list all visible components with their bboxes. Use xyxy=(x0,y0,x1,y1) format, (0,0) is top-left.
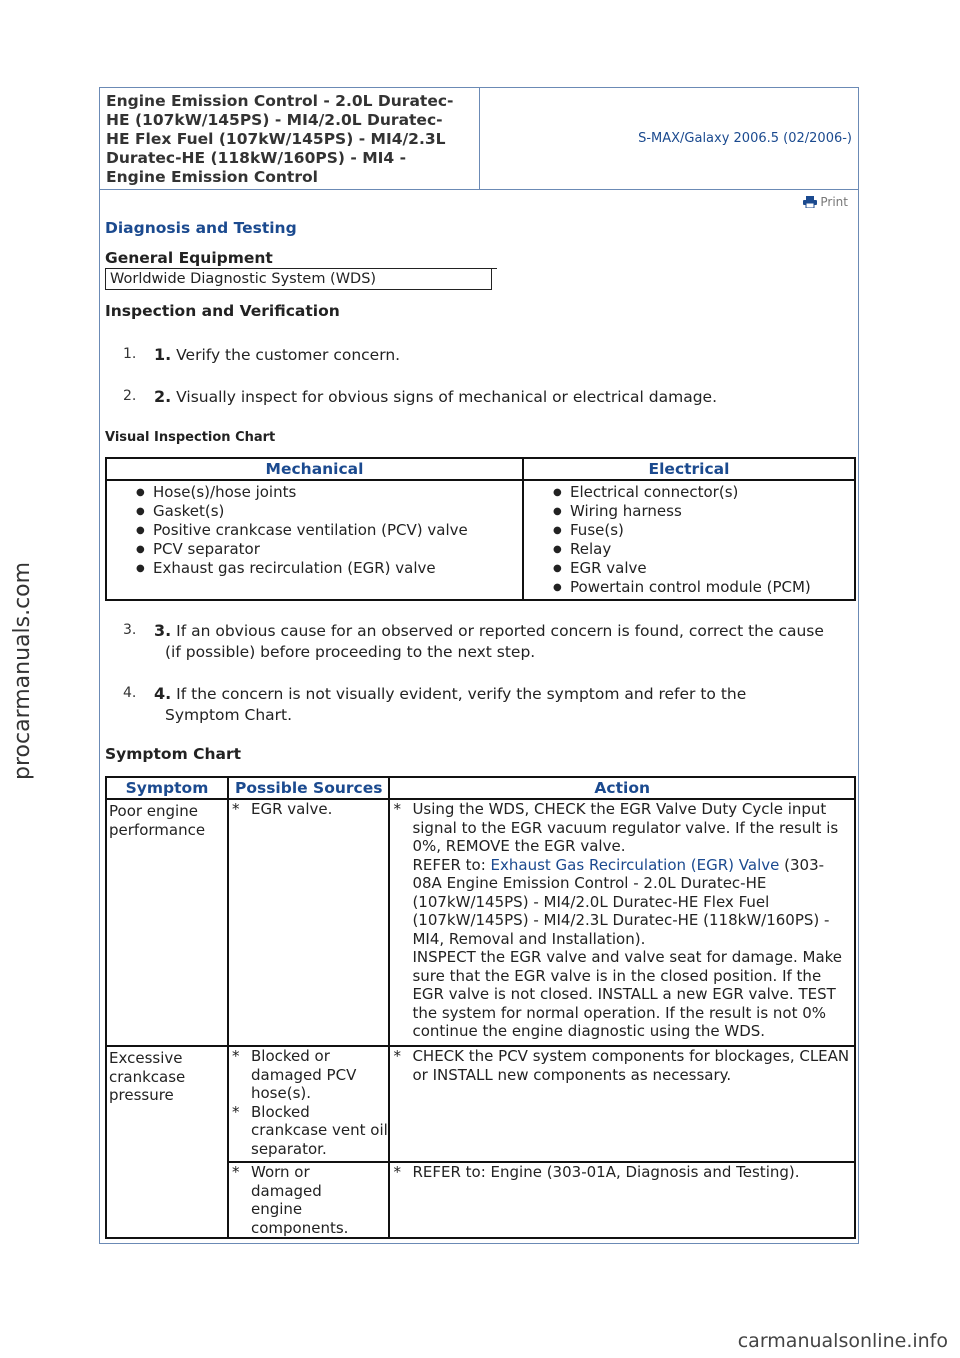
printer-icon xyxy=(803,196,817,208)
inspection-heading: Inspection and Verification xyxy=(105,302,340,320)
column-header-symptom: Symptom xyxy=(106,777,228,799)
table-row xyxy=(106,1046,855,1162)
bullet-star: * xyxy=(232,800,240,818)
title-line: Duratec-HE (118kW/160PS) - MI4 - xyxy=(106,149,407,167)
equipment-item: Worldwide Diagnostic System (WDS) xyxy=(105,268,492,290)
bullet-star: * xyxy=(232,1102,240,1121)
step-bold-number: 1. xyxy=(154,345,172,364)
symptom-chart-heading: Symptom Chart xyxy=(105,745,242,763)
source-text: Blocked crankcase vent oil separator. xyxy=(251,1102,388,1158)
bullet-star: * xyxy=(232,1163,240,1181)
list-item: ● Relay xyxy=(570,540,854,559)
section-title: Diagnosis and Testing xyxy=(105,219,297,237)
step-text-continued: Symptom Chart. xyxy=(165,706,293,724)
sources-cell xyxy=(228,799,389,1046)
step-bold-number: 3. xyxy=(154,621,172,640)
side-watermark: procarmanuals.com xyxy=(10,561,35,780)
visual-chart-heading: Visual Inspection Chart xyxy=(105,430,276,445)
step-text: If the concern is not visually evident, verify the symptom and refer to the xyxy=(176,685,747,703)
list-item: ● EGR valve xyxy=(570,559,854,578)
divider xyxy=(492,268,497,269)
refer-prefix: REFER to: xyxy=(412,855,491,874)
action-text: CHECK the PCV system components for blockages, CLEAN or INSTALL new components as necessary. xyxy=(412,1047,850,1084)
step-number: 2. xyxy=(123,388,137,404)
bullet-star: * xyxy=(232,1047,240,1065)
egr-valve-link[interactable]: Exhaust Gas Recirculation (EGR) Valve xyxy=(490,855,780,874)
document-header xyxy=(100,88,858,190)
general-equipment-heading: General Equipment xyxy=(105,249,273,267)
list-item: ● PCV separator xyxy=(153,540,522,559)
list-item: ● Exhaust gas recirculation (EGR) valve xyxy=(153,559,522,578)
list-item: ● Wiring harness xyxy=(570,502,854,521)
title-line: HE Flex Fuel (107kW/145PS) - MI4/2.3L xyxy=(106,130,446,148)
symptom-table xyxy=(105,776,856,1239)
list-item: ● Powertain control module (PCM) xyxy=(570,578,854,597)
list-item: ● Gasket(s) xyxy=(153,502,522,521)
bullet-star: * xyxy=(393,1163,401,1181)
print-link[interactable] xyxy=(803,195,848,209)
list-item: ● Hose(s)/hose joints xyxy=(153,483,522,502)
list-item: ● Electrical connector(s) xyxy=(570,483,854,502)
action-cell xyxy=(389,799,855,1046)
column-header-mechanical: Mechanical xyxy=(106,458,523,480)
source-text: Worn or damaged engine components. xyxy=(251,1163,349,1237)
action-text: INSPECT the EGR valve and valve seat for damage. Make sure that the EGR valve is in the closed position. If the EGR valve is not closed. INSTALL a new EGR valve. TEST the system for normal operation. If the result is not 0% continue the engine diagnostic using the WDS. xyxy=(412,948,843,1040)
bullet-star: * xyxy=(393,800,401,818)
column-header-sources: Possible Sources xyxy=(228,777,389,799)
step-text: Visually inspect for obvious signs of mechanical or electrical damage. xyxy=(176,388,717,406)
action-text: REFER to: Engine (303-01A, Diagnosis and Testing). xyxy=(412,1163,800,1181)
table-row xyxy=(106,799,855,1046)
step-text-continued: (if possible) before proceeding to the next step. xyxy=(165,643,536,661)
model-label: S-MAX/Galaxy 2006.5 (02/2006-) xyxy=(638,131,852,146)
title-line: HE (107kW/145PS) - MI4/2.0L Duratec- xyxy=(106,111,443,129)
bottom-watermark: carmanualsonline.info xyxy=(737,1330,948,1352)
title-line: Engine Emission Control xyxy=(106,168,318,186)
bullet-star: * xyxy=(393,1047,401,1065)
refer-suffix: (303-08A Engine Emission Control - 2.0L Duratec-HE (107kW/145PS) - MI4/2.0L Duratec-HE Flex Fuel (107kW/145PS) - MI4/2.3L Duratec-HE (118kW/160PS) - MI4, Removal and Installation). xyxy=(412,855,830,948)
step-number: 3. xyxy=(123,622,137,638)
symptom-cell: Poor engine performance xyxy=(106,799,228,1046)
source-text: Blocked or damaged PCV hose(s). xyxy=(251,1047,357,1102)
list-item: ● Positive crankcase ventilation (PCV) valve xyxy=(153,521,522,540)
document-frame xyxy=(99,87,859,1244)
action-cell xyxy=(389,1046,855,1162)
step-number: 1. xyxy=(123,346,137,362)
mechanical-cell xyxy=(106,480,523,600)
document-title xyxy=(100,88,480,189)
column-header-electrical: Electrical xyxy=(523,458,855,480)
step-number: 4. xyxy=(123,685,137,701)
sources-cell xyxy=(228,1046,389,1162)
title-line: Engine Emission Control - 2.0L Duratec- xyxy=(106,92,454,110)
symptom-cell: Excessive crankcase pressure xyxy=(106,1046,228,1238)
sources-cell xyxy=(228,1162,389,1238)
visual-inspection-table xyxy=(105,457,856,601)
step-text: If an obvious cause for an observed or reported concern is found, correct the cause xyxy=(176,622,824,640)
list-item: ● Fuse(s) xyxy=(570,521,854,540)
electrical-cell xyxy=(523,480,855,600)
action-text: Using the WDS, CHECK the EGR Valve Duty Cycle input signal to the EGR vacuum regulator valve. If the result is 0%, REMOVE the EGR valve. xyxy=(412,800,839,855)
step-bold-number: 4. xyxy=(154,684,172,703)
step-bold-number: 2. xyxy=(154,387,172,406)
source-text: EGR valve. xyxy=(251,800,333,818)
print-label: Print xyxy=(820,195,848,209)
column-header-action: Action xyxy=(389,777,855,799)
action-cell xyxy=(389,1162,855,1238)
step-text: Verify the customer concern. xyxy=(176,346,401,364)
